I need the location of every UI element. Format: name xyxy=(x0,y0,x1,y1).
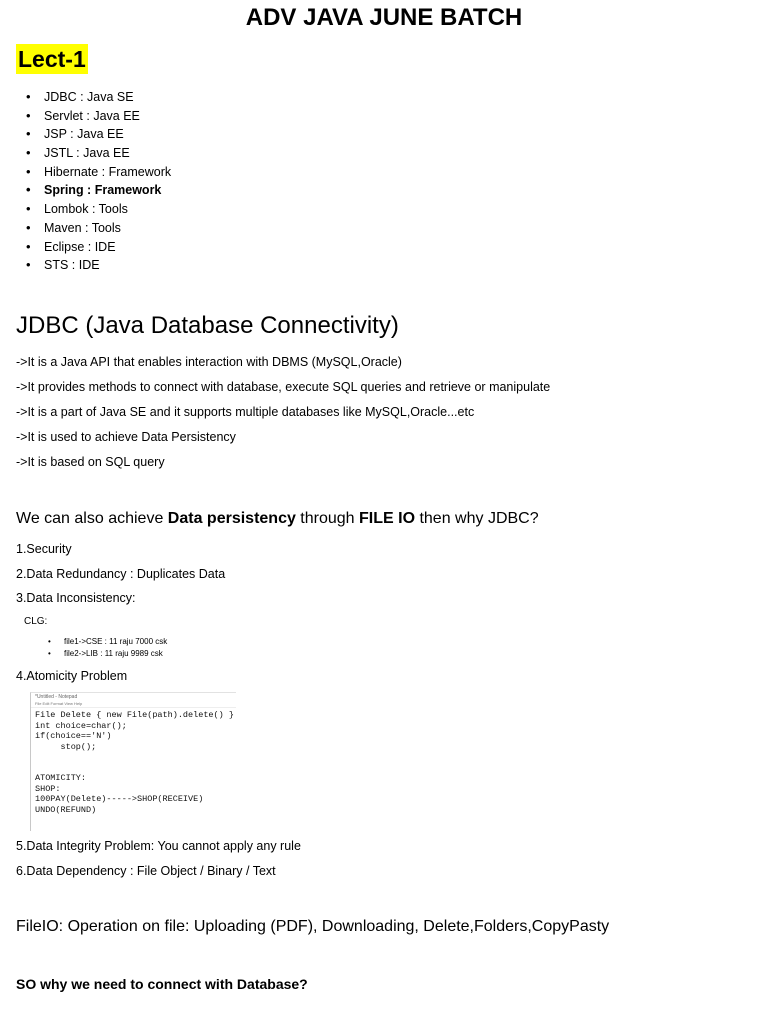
list-item: • Hibernate : Framework xyxy=(26,163,171,182)
window-menu: File Edit Format View Help xyxy=(31,701,236,708)
jdbc-point: ->It is based on SQL query xyxy=(16,455,165,469)
list-item: • file2->LIB : 11 raju 9989 csk xyxy=(48,648,167,660)
why-jdbc-question xyxy=(16,510,539,528)
list-item: • Spring : Framework xyxy=(26,181,171,200)
question-text: then why JDBC? xyxy=(415,510,539,527)
list-item: • file1->CSE : 11 raju 7000 csk xyxy=(48,636,167,648)
list-item: • Servlet : Java EE xyxy=(26,107,171,126)
list-item: • Maven : Tools xyxy=(26,219,171,238)
fileio-text: FileIO: Operation on file: Uploading (PDF), Downloading, Delete,Folders,CopyPasty xyxy=(16,918,610,935)
question-bold: FILE IO xyxy=(359,510,416,527)
topic-list xyxy=(26,88,171,275)
jdbc-point: ->It is a part of Java SE and it supports multiple databases like MySQL,Oracle...etc xyxy=(16,405,475,419)
problem-inconsistency: 3.Data Inconsistency: xyxy=(16,591,136,605)
list-item: • JDBC : Java SE xyxy=(26,88,171,107)
problem-integrity: 5.Data Integrity Problem: You cannot apply any rule xyxy=(16,839,301,853)
jdbc-heading: JDBC (Java Database Connectivity) xyxy=(16,312,399,339)
list-item: • Eclipse : IDE xyxy=(26,238,171,257)
page-title: ADV JAVA JUNE BATCH xyxy=(245,4,523,31)
question-text: We can also achieve xyxy=(16,510,168,527)
problem-atomicity: 4.Atomicity Problem xyxy=(16,669,128,683)
jdbc-point: ->It is used to achieve Data Persistency xyxy=(16,430,236,444)
jdbc-point: ->It is a Java API that enables interaction with DBMS (MySQL,Oracle) xyxy=(16,355,402,369)
clg-label: CLG: xyxy=(24,616,48,627)
question-bold: Data persistency xyxy=(167,510,296,527)
problem-redundancy: 2.Data Redundancy : Duplicates Data xyxy=(16,567,226,581)
problem-security: 1.Security xyxy=(16,542,72,556)
clg-list xyxy=(48,636,167,660)
window-title: *Untitled - Notepad xyxy=(35,694,78,700)
list-item: • JSP : Java EE xyxy=(26,125,171,144)
jdbc-point: ->It provides methods to connect with database, execute SQL queries and retrieve or manipulate xyxy=(16,380,551,394)
list-item: • STS : IDE xyxy=(26,256,171,275)
closing-question: SO why we need to connect with Database? xyxy=(16,976,308,992)
problem-dependency: 6.Data Dependency : File Object / Binary / Text xyxy=(16,864,276,878)
question-text: through xyxy=(295,510,360,527)
list-item: • JSTL : Java EE xyxy=(26,144,171,163)
code-screenshot xyxy=(30,692,236,831)
code-text: File Delete { new File(path).delete() } int choice=char(); if(choice=='N') stop(); ATOMICITY: SHOP: 100PAY(Delete)----->SHOP(RECEIVE) UNDO(REFUND) xyxy=(35,710,234,815)
lecture-heading: Lect-1 xyxy=(18,46,86,72)
list-item: • Lombok : Tools xyxy=(26,200,171,219)
